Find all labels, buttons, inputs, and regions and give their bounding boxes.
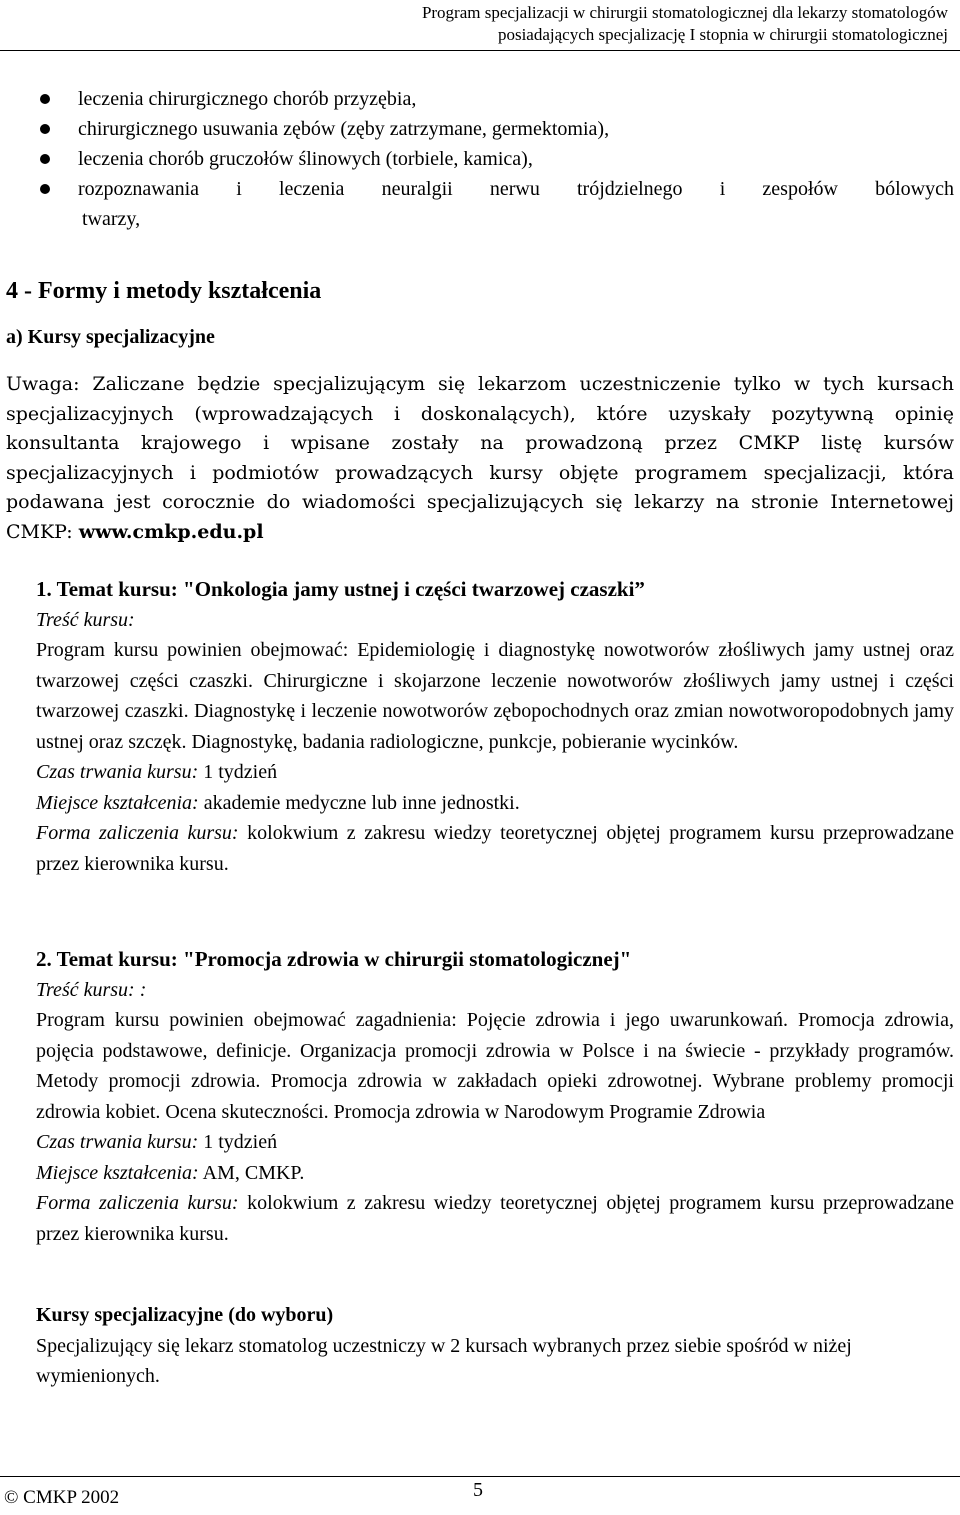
course-title: 2. Temat kursu: "Promocja zdrowia w chirurgii stomatologicznej" (36, 947, 632, 971)
exam-label: Forma zaliczenia kursu: (36, 822, 239, 844)
list-item: chirurgicznego usuwania zębów (zęby zatrzymane, germektomia), (0, 114, 960, 144)
place-value: akademie medyczne lub inne jednostki. (203, 791, 520, 814)
note-paragraph (6, 370, 954, 547)
page-footer (0, 1476, 960, 1515)
exam-value: kolokwium z zakresu wiedzy teoretycznej objętej programem kursu przeprowadzane przez kierownika kursu. (36, 1192, 954, 1245)
list-item: rozpoznawania i leczenia neuralgii nerwu trójdzielnego i zespołów bólowych (0, 174, 960, 204)
place-label: Miejsce kształcenia: (36, 1161, 199, 1184)
exam-value: kolokwium z zakresu wiedzy teoretycznej objętej programem kursu przeprowadzane przez kierownika kursu. (36, 822, 954, 875)
subsection-title: a) Kursy specjalizacyjne (6, 326, 215, 348)
duration-value: 1 tydzień (203, 761, 278, 783)
place-label: Miejsce kształcenia: (36, 791, 199, 814)
content-label: Treść kursu: (36, 608, 135, 631)
note-label: Uwaga: (6, 373, 80, 395)
course-content: Program kursu powinien obejmować zagadnienia: Pojęcie zdrowia i jego uwarunkowań. Promocja zdrowia, pojęcia podstawowe, definicje. Organizacja promocji zdrowia w Polsce i na świecie - przykłady programów. Metody promocji zdrowia. Promocja zdrowia w zakładach opieki zdrowotnej. Wybrane problemy promocji zdrowia kobiet. Ocena skuteczności. Promocja zdrowia w Narodowym Programie Zdrowia (36, 1009, 954, 1123)
duration-value: 1 tydzień (203, 1131, 278, 1153)
course-title: 1. Temat kursu: "Onkologia jamy ustnej i części twarzowej czaszki” (36, 577, 645, 601)
elective-courses (36, 1300, 954, 1392)
course-1 (36, 574, 954, 879)
section-title: 4 - Formy i metody kształcenia (6, 278, 322, 304)
bullet-list (0, 84, 960, 234)
list-item: leczenia chorób gruczołów ślinowych (torbiele, kamica), (0, 144, 960, 174)
place-value: AM, CMKP. (202, 1161, 305, 1184)
exam-label: Forma zaliczenia kursu: (36, 1192, 239, 1214)
bullet-icon (40, 154, 50, 164)
duration-label: Czas trwania kursu: (36, 761, 199, 783)
list-item: leczenia chirurgicznego chorób przyzębia, (0, 84, 960, 114)
elective-title: Kursy specjalizacyjne (do wyboru) (36, 1304, 334, 1326)
course-content: Program kursu powinien obejmować: Epidemiologię i diagnostykę nowotworów złośliwych jamy ustnej oraz twarzowej części czaszki. Chirurgiczne i skojarzone leczenie nowotworów złośliwych jamy ustnej i części twarzowej czaszki. Diagnostykę i leczenie nowotworów zębopochodnych oraz zmian nowotworopodobnych jamy ustnej oraz szczęk. Diagnostykę, badania radiologiczne, punkcje, pobieranie wycinków. (36, 639, 954, 753)
cmkp-link[interactable]: www.cmkp.edu.pl (78, 520, 264, 543)
course-2 (36, 944, 954, 1249)
list-item-continuation: twarzy, (82, 208, 141, 230)
copyright: © CMKP 2002 (4, 1487, 120, 1508)
bullet-icon (40, 94, 50, 104)
bullet-icon (40, 124, 50, 134)
header-line-2: posiadających specjalizację I stopnia w chirurgii stomatologicznej (497, 25, 948, 44)
elective-text: Specjalizujący się lekarz stomatolog uczestniczy w 2 kursach wybranych przez siebie spośród w niżej wymienionych. (36, 1334, 852, 1387)
content-label: Treść kursu: : (36, 978, 147, 1001)
note-text: Zaliczane będzie specjalizującym się lekarzom uczestniczenie tylko w tych kursach specjalizacyjnych (wprowadzających i doskonalących), które uzyskały pozytywną opinię konsultanta krajowego i wpisane zostały na prowadzoną przez CMKP listę kursów specjalizacyjnych i podmiotów prowadzących kursy objęte programem specjalizacji, która podawana jest corocznie do wiadomości specjalizujących się lekarzy na stronie Internetowej CMKP: (6, 373, 954, 543)
bullet-icon (40, 184, 50, 194)
header-line-1: Program specjalizacji w chirurgii stomatologicznej dla lekarzy stomatologów (421, 3, 948, 22)
duration-label: Czas trwania kursu: (36, 1131, 199, 1153)
page-number: 5 (473, 1479, 483, 1501)
page-header (0, 0, 960, 51)
